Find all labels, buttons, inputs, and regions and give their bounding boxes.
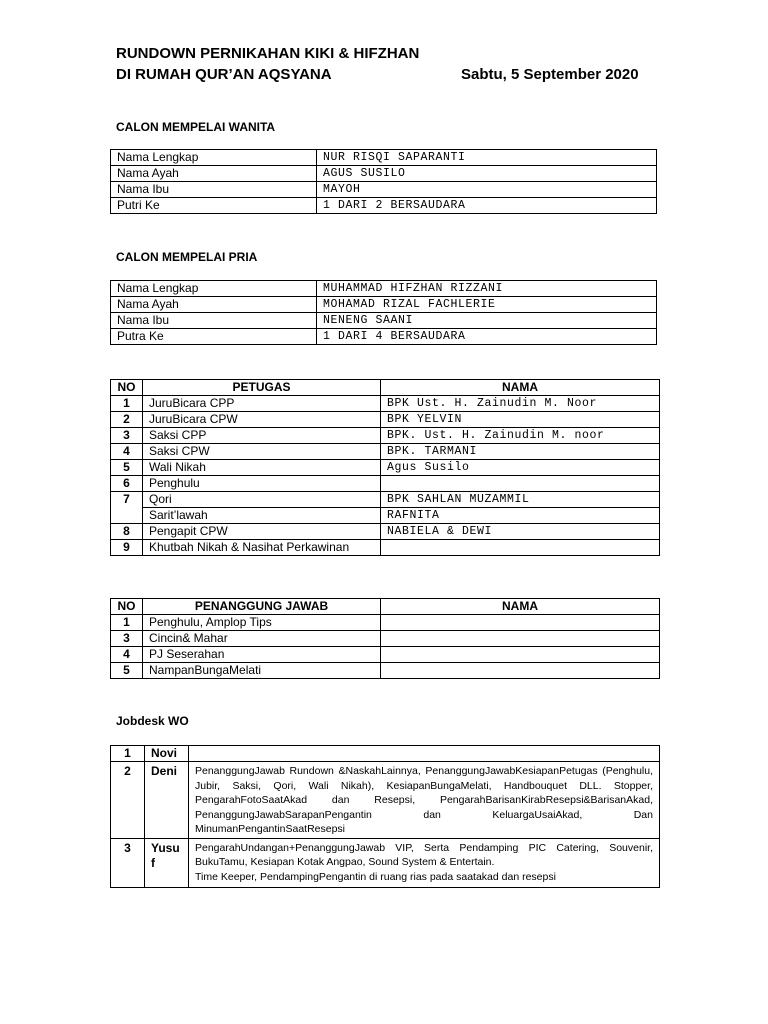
officer-role: JuruBicara CPW: [143, 412, 381, 428]
row-number: 1: [111, 396, 143, 412]
responsible-table: [110, 598, 660, 679]
row-number: 2: [111, 412, 143, 428]
responsible-name: [381, 663, 660, 679]
officer-role: Sarit’lawah: [143, 508, 381, 524]
row-number: 1: [111, 615, 143, 631]
bride-value: NUR RISQI SAPARANTI: [317, 150, 657, 166]
row-number: 3: [111, 631, 143, 647]
column-header-nama: NAMA: [381, 380, 660, 396]
groom-value: MUHAMMAD HIFZHAN RIZZANI: [317, 281, 657, 297]
officer-name: BPK. TARMANI: [381, 444, 660, 460]
officer-name: [381, 540, 660, 556]
row-number: 5: [111, 460, 143, 476]
bride-table: [110, 149, 657, 214]
row-number: 7: [111, 492, 143, 524]
table-row: [111, 428, 660, 444]
document-title-line1: RUNDOWN PERNIKAHAN KIKI & HIFZHAN: [116, 45, 420, 62]
officer-name: RAFNITA: [381, 508, 660, 524]
staff-duties-extra: Time Keeper, PendampingPengantin di ruang rias pada saatakad dan resepsi: [195, 870, 556, 883]
row-number: 3: [111, 838, 145, 887]
jobdesk-table: [110, 745, 660, 888]
officer-name: [381, 476, 660, 492]
row-number: 2: [111, 762, 145, 839]
bride-label: Putri Ke: [111, 198, 317, 214]
table-row: [111, 615, 660, 631]
table-row: [111, 412, 660, 428]
event-date: Sabtu, 5 September 2020: [461, 66, 639, 83]
bride-value: AGUS SUSILO: [317, 166, 657, 182]
table-header-row: [111, 599, 660, 615]
bride-value: MAYOH: [317, 182, 657, 198]
officer-role: Saksi CPW: [143, 444, 381, 460]
bride-value: 1 DARI 2 BERSAUDARA: [317, 198, 657, 214]
row-number: 4: [111, 647, 143, 663]
staff-name: Novi: [145, 746, 189, 762]
table-row: [111, 540, 660, 556]
table-row: [111, 444, 660, 460]
groom-label: Nama Ibu: [111, 313, 317, 329]
groom-label: Putra Ke: [111, 329, 317, 345]
groom-value: MOHAMAD RIZAL FACHLERIE: [317, 297, 657, 313]
table-row: [111, 663, 660, 679]
staff-duties: [189, 746, 660, 762]
column-header-petugas: PETUGAS: [143, 380, 381, 396]
column-header-nama: NAMA: [381, 599, 660, 615]
staff-duties: PenanggungJawab Rundown &NaskahLainnya, PenanggungJawabKesiapanPetugas (Penghulu, Jubir, Saksi, Qori, Wali Nikah), KesiapanBungaMelati, Handbouquet DLL. Stopper, PengarahFotoSaatAkad dan Resepsi, PengarahBarisanKirabResepsi&BarisanAkad, PenanggungJawabSarapanPengantin dan KeluargaUsaiAkad, Dan MinumanPengantinSaatResepsi: [189, 762, 660, 839]
table-row: [111, 524, 660, 540]
officer-name: NABIELA & DEWI: [381, 524, 660, 540]
groom-value: 1 DARI 4 BERSAUDARA: [317, 329, 657, 345]
responsible-item: Penghulu, Amplop Tips: [143, 615, 381, 631]
table-row: [111, 150, 657, 166]
groom-section-title: CALON MEMPELAI PRIA: [116, 250, 258, 264]
jobdesk-section-title: Jobdesk WO: [116, 714, 189, 728]
bride-label: Nama Lengkap: [111, 150, 317, 166]
officer-name: Agus Susilo: [381, 460, 660, 476]
staff-duties: PengarahUndangan+PenanggungJawab VIP, Serta Pendamping PIC Catering, Souvenir, BukuTamu, Kesiapan Kotak Angpao, Sound System & Entertain.: [195, 841, 653, 868]
row-number: 5: [111, 663, 143, 679]
table-row: [111, 281, 657, 297]
officer-role: JuruBicara CPP: [143, 396, 381, 412]
officer-role: Penghulu: [143, 476, 381, 492]
table-row: [111, 313, 657, 329]
table-row: [111, 198, 657, 214]
officer-name: BPK YELVIN: [381, 412, 660, 428]
officers-table: [110, 379, 660, 556]
staff-duties-cell: [189, 838, 660, 887]
responsible-name: [381, 615, 660, 631]
officer-name: BPK. Ust. H. Zainudin M. noor: [381, 428, 660, 444]
table-row: [111, 166, 657, 182]
table-row: [111, 508, 660, 524]
bride-label: Nama Ayah: [111, 166, 317, 182]
responsible-name: [381, 647, 660, 663]
table-header-row: [111, 380, 660, 396]
staff-name: Deni: [145, 762, 189, 839]
column-header-no: NO: [111, 599, 143, 615]
table-row: [111, 182, 657, 198]
column-header-penanggung-jawab: PENANGGUNG JAWAB: [143, 599, 381, 615]
officer-name: BPK SAHLAN MUZAMMIL: [381, 492, 660, 508]
responsible-item: NampanBungaMelati: [143, 663, 381, 679]
table-row: [111, 329, 657, 345]
groom-value: NENENG SAANI: [317, 313, 657, 329]
table-row: [111, 746, 660, 762]
groom-label: Nama Lengkap: [111, 281, 317, 297]
table-row: [111, 396, 660, 412]
responsible-item: PJ Seserahan: [143, 647, 381, 663]
table-row: [111, 647, 660, 663]
column-header-no: NO: [111, 380, 143, 396]
responsible-item: Cincin& Mahar: [143, 631, 381, 647]
officer-role: Pengapit CPW: [143, 524, 381, 540]
table-row: [111, 492, 660, 508]
officer-role: Saksi CPP: [143, 428, 381, 444]
officer-role: Wali Nikah: [143, 460, 381, 476]
table-row: [111, 460, 660, 476]
table-row: [111, 476, 660, 492]
row-number: 8: [111, 524, 143, 540]
row-number: 4: [111, 444, 143, 460]
row-number: 9: [111, 540, 143, 556]
staff-name: Yusu f: [145, 838, 189, 887]
row-number: 6: [111, 476, 143, 492]
table-row: [111, 631, 660, 647]
table-row: [111, 762, 660, 839]
officer-name: BPK Ust. H. Zainudin M. Noor: [381, 396, 660, 412]
groom-table: [110, 280, 657, 345]
table-row: [111, 297, 657, 313]
groom-label: Nama Ayah: [111, 297, 317, 313]
bride-section-title: CALON MEMPELAI WANITA: [116, 120, 276, 134]
document-title-line2: DI RUMAH QUR’AN AQSYANA: [116, 66, 332, 83]
row-number: 3: [111, 428, 143, 444]
officer-role: Qori: [143, 492, 381, 508]
officer-role: Khutbah Nikah & Nasihat Perkawinan: [143, 540, 381, 556]
responsible-name: [381, 631, 660, 647]
table-row: [111, 838, 660, 887]
bride-label: Nama Ibu: [111, 182, 317, 198]
row-number: 1: [111, 746, 145, 762]
